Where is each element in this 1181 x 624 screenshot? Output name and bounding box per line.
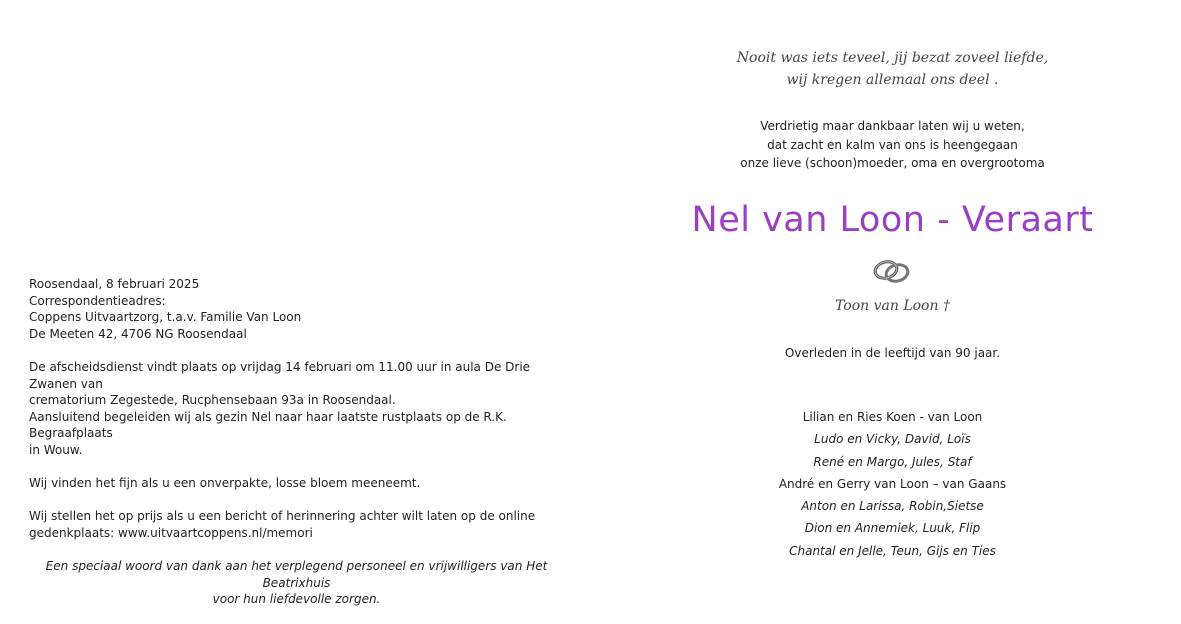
correspondence-name: Coppens Uitvaartzorg, t.a.v. Familie Van Loon: [29, 310, 302, 325]
family-member: Lilian en Ries Koen - van Loon: [802, 410, 983, 424]
family-member: Chantal en Jelle, Teun, Gijs en Ties: [789, 543, 996, 558]
online-block: [29, 508, 564, 541]
age-line: Overleden in de leeftijd van 90 jaar.: [784, 346, 1001, 360]
family-list: [620, 406, 1165, 562]
online-line: Wij stellen het op prijs als u een bericht of herinnering achter wilt laten op de online: [29, 509, 536, 524]
family-member: Dion en Annemiek, Luuk, Flip: [804, 521, 981, 536]
flowers-text: Wij vinden het fijn als u een onverpakte, losse bloem meeneemt.: [29, 476, 421, 491]
family-member: Ludo en Vicky, David, Loïs: [814, 432, 971, 447]
deceased-name: Nel van Loon - Veraart: [691, 200, 1094, 240]
service-line: crematorium Zegestede, Rucphensebaan 93a in Roosendaal.: [29, 393, 396, 408]
online-link: gedenkplaats: www.uitvaartcoppens.nl/memori: [29, 525, 313, 540]
service-line: in Wouw.: [29, 442, 83, 457]
poem: [620, 47, 1165, 91]
intro-line: onze lieve (schoon)moeder, oma en overgrootoma: [740, 156, 1045, 170]
poem-line: wij kregen allemaal ons deel .: [786, 72, 999, 88]
intro-line: dat zacht en kalm van ons is heengegaan: [767, 137, 1018, 152]
place-date: Roosendaal, 8 februari 2025: [29, 277, 200, 291]
intro-line: Verdrietig maar dankbaar laten wij u weten,: [760, 119, 1025, 133]
service-line: De afscheidsdienst vindt plaats op vrijdag 14 februari om 11.00 uur in aula De Drie Zwanen van: [29, 359, 531, 391]
service-line: Aansluitend begeleiden wij als gezin Nel naar haar laatste rustplaats op de R.K. Begraafplaats: [29, 409, 507, 441]
left-page: [29, 276, 564, 624]
announcement-intro: [620, 117, 1165, 173]
correspondence-label: Correspondentieadres:: [29, 293, 166, 308]
late-partner: Toon van Loon †: [835, 298, 950, 314]
flowers-note: [29, 475, 564, 492]
wedding-rings-icon: [872, 256, 912, 286]
closing-line: voor hun liefdevolle zorgen.: [212, 592, 381, 607]
closing-line: Een speciaal woord van dank aan het verplegend personeel en vrijwilligers van Het Beatrixhuis: [45, 559, 548, 590]
family-member: André en Gerry van Loon – van Gaans: [778, 476, 1007, 491]
correspondence-street: De Meeten 42, 4706 NG Roosendaal: [29, 326, 247, 341]
address-block: [29, 276, 564, 342]
closing-thanks: [29, 558, 564, 608]
poem-line: Nooit was iets teveel, jij bezat zoveel liefde,: [736, 50, 1049, 66]
family-member: René en Margo, Jules, Staf: [813, 454, 972, 469]
service-block: [29, 359, 564, 459]
family-member: Anton en Larissa, Robin,Sietse: [801, 499, 984, 514]
